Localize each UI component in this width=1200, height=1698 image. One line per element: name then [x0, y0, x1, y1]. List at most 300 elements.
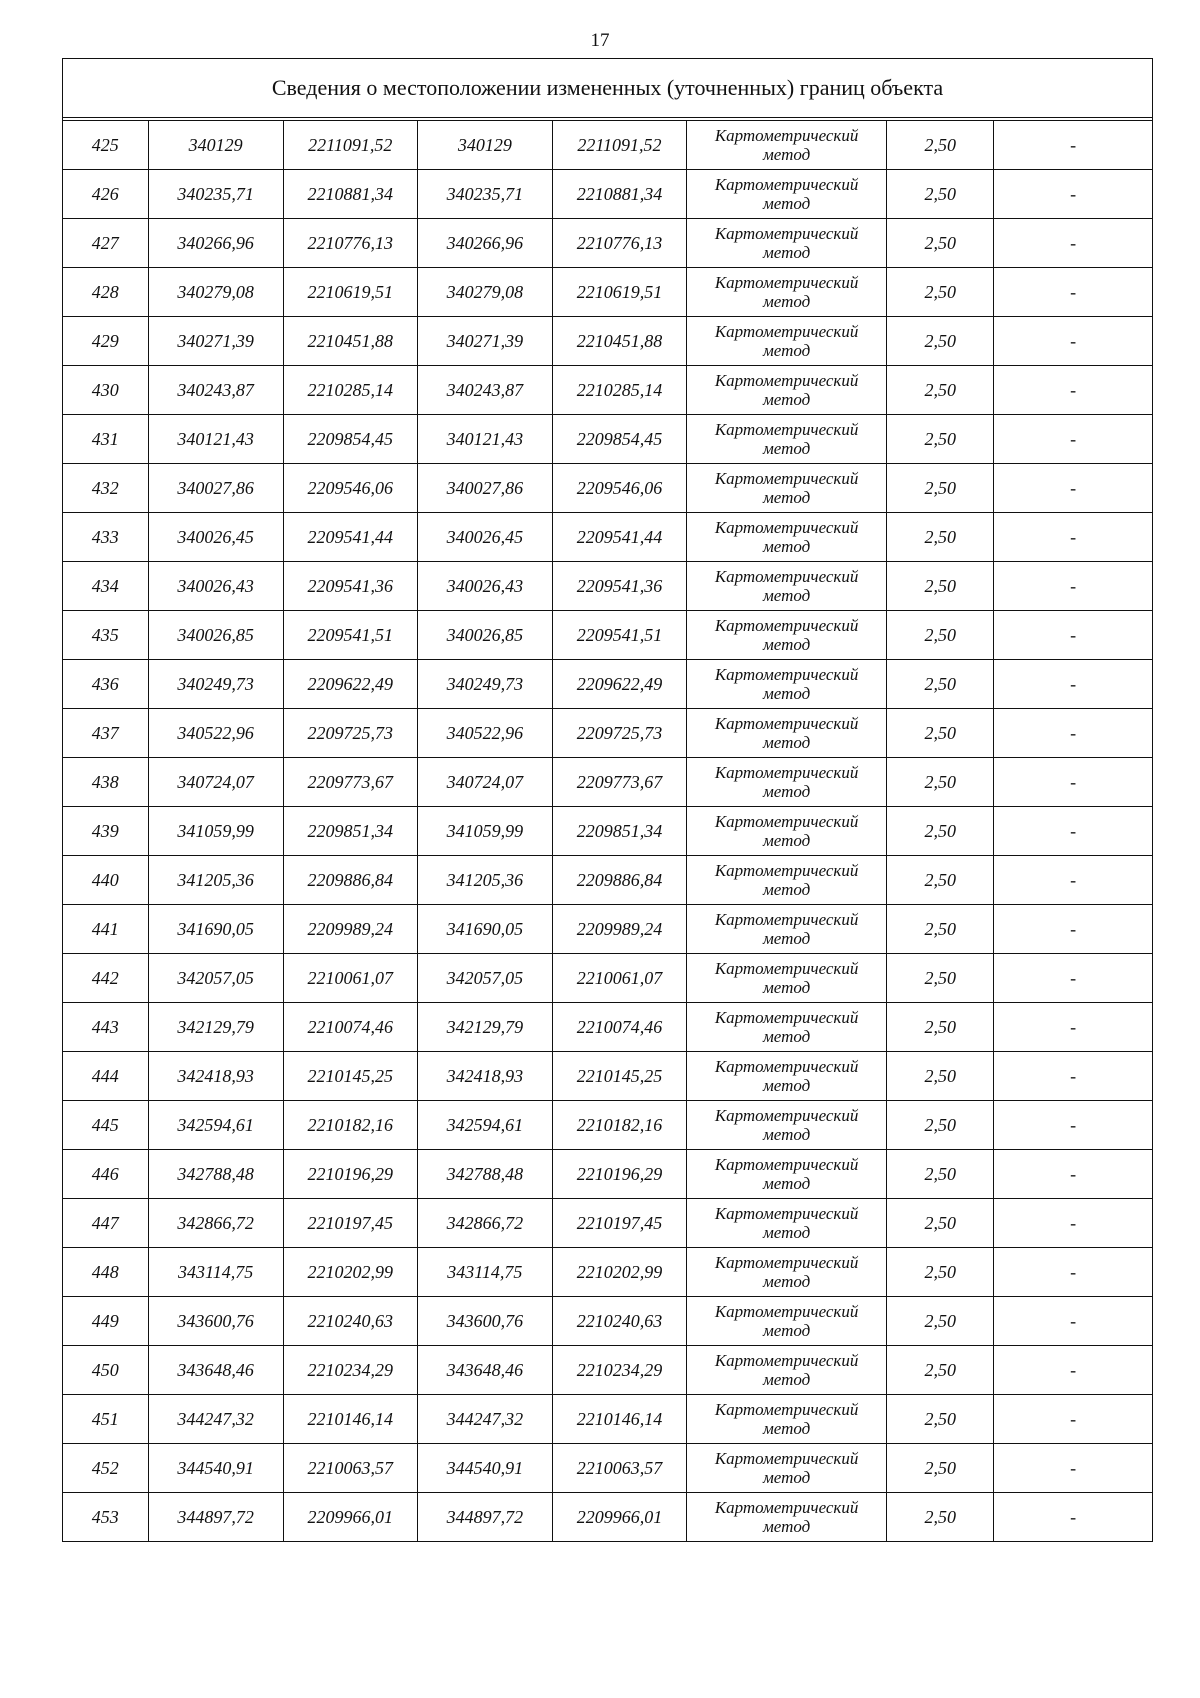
- method-cell: [687, 758, 887, 807]
- refined-y-cell: 2209541,44: [552, 513, 686, 562]
- existing-x-cell: 344540,91: [148, 1444, 283, 1493]
- method-line-1: Картометрический: [714, 567, 859, 586]
- method-line-1: Картометрический: [714, 420, 859, 439]
- refined-x-cell: 340235,71: [417, 170, 552, 219]
- refined-y-cell: 2211091,52: [552, 121, 686, 170]
- note-cell: -: [994, 611, 1152, 660]
- method-cell: [687, 219, 887, 268]
- table-row: [63, 954, 1152, 1003]
- note-cell: -: [994, 170, 1152, 219]
- table-row: [63, 1052, 1152, 1101]
- method-line-1: Картометрический: [714, 1008, 859, 1027]
- point-number-cell: 452: [63, 1444, 148, 1493]
- existing-y-cell: 2210619,51: [283, 268, 417, 317]
- table-row: [63, 464, 1152, 513]
- method-cell: [687, 1346, 887, 1395]
- method-line-1: Картометрический: [714, 959, 859, 978]
- accuracy-cell: 2,50: [887, 464, 994, 513]
- method-cell: [687, 513, 887, 562]
- refined-y-cell: 2210061,07: [552, 954, 686, 1003]
- refined-x-cell: 343600,76: [417, 1297, 552, 1346]
- refined-x-cell: 340121,43: [417, 415, 552, 464]
- table-row: [63, 709, 1152, 758]
- method-cell: [687, 1395, 887, 1444]
- existing-y-cell: 2209989,24: [283, 905, 417, 954]
- note-cell: -: [994, 709, 1152, 758]
- method-cell: [687, 611, 887, 660]
- existing-y-cell: 2209541,36: [283, 562, 417, 611]
- existing-x-cell: 341059,99: [148, 807, 283, 856]
- point-number-cell: 438: [63, 758, 148, 807]
- existing-y-cell: 2209966,01: [283, 1493, 417, 1542]
- method-line-1: Картометрический: [714, 371, 859, 390]
- method-line-2: метод: [762, 635, 811, 654]
- method-line-2: метод: [762, 929, 811, 948]
- note-cell: -: [994, 1493, 1152, 1542]
- method-line-1: Картометрический: [714, 1155, 859, 1174]
- refined-y-cell: 2209541,51: [552, 611, 686, 660]
- method-cell: [687, 268, 887, 317]
- table-row: [63, 1003, 1152, 1052]
- existing-x-cell: 340724,07: [148, 758, 283, 807]
- note-cell: -: [994, 856, 1152, 905]
- point-number-cell: 425: [63, 121, 148, 170]
- method-cell: [687, 366, 887, 415]
- existing-x-cell: 342418,93: [148, 1052, 283, 1101]
- existing-x-cell: 342057,05: [148, 954, 283, 1003]
- note-cell: -: [994, 562, 1152, 611]
- refined-x-cell: 340724,07: [417, 758, 552, 807]
- point-number-cell: 430: [63, 366, 148, 415]
- accuracy-cell: 2,50: [887, 954, 994, 1003]
- refined-x-cell: 342866,72: [417, 1199, 552, 1248]
- method-cell: [687, 121, 887, 170]
- method-line-2: метод: [762, 831, 811, 850]
- method-line-1: Картометрический: [714, 1400, 859, 1419]
- existing-y-cell: 2209622,49: [283, 660, 417, 709]
- existing-x-cell: 340027,86: [148, 464, 283, 513]
- method-line-1: Картометрический: [714, 1204, 859, 1223]
- table-row: [63, 121, 1152, 170]
- point-number-cell: 445: [63, 1101, 148, 1150]
- table-row: [63, 905, 1152, 954]
- existing-y-cell: 2210881,34: [283, 170, 417, 219]
- existing-x-cell: 340266,96: [148, 219, 283, 268]
- method-cell: [687, 1003, 887, 1052]
- accuracy-cell: 2,50: [887, 1444, 994, 1493]
- existing-x-cell: 340121,43: [148, 415, 283, 464]
- method-line-2: метод: [762, 684, 811, 703]
- refined-y-cell: 2209773,67: [552, 758, 686, 807]
- table-row: [63, 1297, 1152, 1346]
- point-number-cell: 453: [63, 1493, 148, 1542]
- note-cell: -: [994, 1101, 1152, 1150]
- method-line-2: метод: [762, 390, 811, 409]
- existing-y-cell: 2209541,51: [283, 611, 417, 660]
- method-cell: [687, 709, 887, 758]
- refined-y-cell: 2209546,06: [552, 464, 686, 513]
- method-line-1: Картометрический: [714, 714, 859, 733]
- accuracy-cell: 2,50: [887, 1297, 994, 1346]
- accuracy-cell: 2,50: [887, 1199, 994, 1248]
- accuracy-cell: 2,50: [887, 268, 994, 317]
- accuracy-cell: 2,50: [887, 170, 994, 219]
- refined-x-cell: 342418,93: [417, 1052, 552, 1101]
- existing-y-cell: 2209886,84: [283, 856, 417, 905]
- refined-x-cell: 340249,73: [417, 660, 552, 709]
- table-row: [63, 1248, 1152, 1297]
- existing-x-cell: 342788,48: [148, 1150, 283, 1199]
- existing-y-cell: 2209773,67: [283, 758, 417, 807]
- refined-x-cell: 342594,61: [417, 1101, 552, 1150]
- method-cell: [687, 1248, 887, 1297]
- refined-y-cell: 2209541,36: [552, 562, 686, 611]
- table-row: [63, 317, 1152, 366]
- method-line-2: метод: [762, 880, 811, 899]
- existing-y-cell: 2210063,57: [283, 1444, 417, 1493]
- method-line-1: Картометрический: [714, 861, 859, 880]
- refined-x-cell: 340026,85: [417, 611, 552, 660]
- method-cell: [687, 170, 887, 219]
- existing-x-cell: 341205,36: [148, 856, 283, 905]
- method-line-1: Картометрический: [714, 1253, 859, 1272]
- note-cell: -: [994, 1199, 1152, 1248]
- accuracy-cell: 2,50: [887, 1101, 994, 1150]
- table-row: [63, 758, 1152, 807]
- note-cell: -: [994, 1346, 1152, 1395]
- point-number-cell: 427: [63, 219, 148, 268]
- table-body: [63, 121, 1152, 1541]
- existing-x-cell: 340026,45: [148, 513, 283, 562]
- refined-x-cell: 341205,36: [417, 856, 552, 905]
- existing-y-cell: 2210234,29: [283, 1346, 417, 1395]
- refined-x-cell: 342057,05: [417, 954, 552, 1003]
- method-cell: [687, 562, 887, 611]
- refined-y-cell: 2210196,29: [552, 1150, 686, 1199]
- method-line-2: метод: [762, 488, 811, 507]
- point-number-cell: 434: [63, 562, 148, 611]
- existing-x-cell: 340026,85: [148, 611, 283, 660]
- method-line-1: Картометрический: [714, 1351, 859, 1370]
- method-line-2: метод: [762, 1125, 811, 1144]
- existing-y-cell: 2210451,88: [283, 317, 417, 366]
- refined-x-cell: 343648,46: [417, 1346, 552, 1395]
- point-number-cell: 449: [63, 1297, 148, 1346]
- existing-y-cell: 2210061,07: [283, 954, 417, 1003]
- note-cell: -: [994, 121, 1152, 170]
- method-line-1: Картометрический: [714, 616, 859, 635]
- note-cell: -: [994, 758, 1152, 807]
- refined-y-cell: 2210074,46: [552, 1003, 686, 1052]
- refined-x-cell: 340129: [417, 121, 552, 170]
- refined-x-cell: 343114,75: [417, 1248, 552, 1297]
- method-cell: [687, 905, 887, 954]
- method-line-1: Картометрический: [714, 1449, 859, 1468]
- refined-y-cell: 2209989,24: [552, 905, 686, 954]
- existing-y-cell: 2210145,25: [283, 1052, 417, 1101]
- refined-x-cell: 340266,96: [417, 219, 552, 268]
- method-line-1: Картометрический: [714, 273, 859, 292]
- method-line-1: Картометрический: [714, 469, 859, 488]
- method-line-2: метод: [762, 537, 811, 556]
- method-line-1: Картометрический: [714, 518, 859, 537]
- refined-y-cell: 2210063,57: [552, 1444, 686, 1493]
- accuracy-cell: 2,50: [887, 1493, 994, 1542]
- table-row: [63, 219, 1152, 268]
- note-cell: -: [994, 268, 1152, 317]
- method-line-1: Картометрический: [714, 322, 859, 341]
- refined-y-cell: 2210202,99: [552, 1248, 686, 1297]
- accuracy-cell: 2,50: [887, 219, 994, 268]
- existing-y-cell: 2209854,45: [283, 415, 417, 464]
- method-cell: [687, 660, 887, 709]
- note-cell: -: [994, 1248, 1152, 1297]
- point-number-cell: 443: [63, 1003, 148, 1052]
- table-row: [63, 562, 1152, 611]
- existing-x-cell: 343648,46: [148, 1346, 283, 1395]
- existing-y-cell: 2209541,44: [283, 513, 417, 562]
- note-cell: -: [994, 1444, 1152, 1493]
- table-row: [63, 1101, 1152, 1150]
- refined-y-cell: 2209886,84: [552, 856, 686, 905]
- method-line-1: Картометрический: [714, 1057, 859, 1076]
- table-row: [63, 170, 1152, 219]
- point-number-cell: 447: [63, 1199, 148, 1248]
- existing-x-cell: 342594,61: [148, 1101, 283, 1150]
- table-row: [63, 807, 1152, 856]
- note-cell: -: [994, 954, 1152, 1003]
- method-line-2: метод: [762, 782, 811, 801]
- note-cell: -: [994, 464, 1152, 513]
- note-cell: -: [994, 1003, 1152, 1052]
- method-line-2: метод: [762, 194, 811, 213]
- method-line-2: метод: [762, 586, 811, 605]
- table-row: [63, 1346, 1152, 1395]
- note-cell: -: [994, 219, 1152, 268]
- accuracy-cell: 2,50: [887, 611, 994, 660]
- refined-y-cell: 2209966,01: [552, 1493, 686, 1542]
- point-number-cell: 442: [63, 954, 148, 1003]
- accuracy-cell: 2,50: [887, 121, 994, 170]
- refined-x-cell: 340271,39: [417, 317, 552, 366]
- method-cell: [687, 317, 887, 366]
- existing-y-cell: 2211091,52: [283, 121, 417, 170]
- table-row: [63, 856, 1152, 905]
- method-cell: [687, 464, 887, 513]
- method-cell: [687, 1297, 887, 1346]
- existing-x-cell: 340249,73: [148, 660, 283, 709]
- existing-y-cell: 2209851,34: [283, 807, 417, 856]
- method-line-2: метод: [762, 1321, 811, 1340]
- accuracy-cell: 2,50: [887, 366, 994, 415]
- method-cell: [687, 1150, 887, 1199]
- existing-x-cell: 344897,72: [148, 1493, 283, 1542]
- existing-x-cell: 340026,43: [148, 562, 283, 611]
- point-number-cell: 428: [63, 268, 148, 317]
- method-line-2: метод: [762, 292, 811, 311]
- method-cell: [687, 415, 887, 464]
- accuracy-cell: 2,50: [887, 1150, 994, 1199]
- table-row: [63, 1150, 1152, 1199]
- accuracy-cell: 2,50: [887, 758, 994, 807]
- note-cell: -: [994, 415, 1152, 464]
- method-line-2: метод: [762, 1076, 811, 1095]
- existing-y-cell: 2210197,45: [283, 1199, 417, 1248]
- refined-x-cell: 341059,99: [417, 807, 552, 856]
- method-line-2: метод: [762, 1174, 811, 1193]
- refined-x-cell: 340026,45: [417, 513, 552, 562]
- method-line-2: метод: [762, 1027, 811, 1046]
- refined-x-cell: 340279,08: [417, 268, 552, 317]
- existing-x-cell: 343600,76: [148, 1297, 283, 1346]
- table-row: [63, 1395, 1152, 1444]
- method-line-2: метод: [762, 1272, 811, 1291]
- note-cell: -: [994, 905, 1152, 954]
- point-number-cell: 433: [63, 513, 148, 562]
- existing-y-cell: 2210285,14: [283, 366, 417, 415]
- accuracy-cell: 2,50: [887, 807, 994, 856]
- accuracy-cell: 2,50: [887, 513, 994, 562]
- existing-y-cell: 2210202,99: [283, 1248, 417, 1297]
- method-line-1: Картометрический: [714, 1302, 859, 1321]
- refined-x-cell: 340026,43: [417, 562, 552, 611]
- refined-x-cell: 344247,32: [417, 1395, 552, 1444]
- method-line-1: Картометрический: [714, 665, 859, 684]
- table-row: [63, 1199, 1152, 1248]
- existing-x-cell: 341690,05: [148, 905, 283, 954]
- note-cell: -: [994, 807, 1152, 856]
- refined-x-cell: 342788,48: [417, 1150, 552, 1199]
- method-cell: [687, 1199, 887, 1248]
- method-line-1: Картометрический: [714, 1106, 859, 1125]
- note-cell: -: [994, 1297, 1152, 1346]
- existing-x-cell: 342866,72: [148, 1199, 283, 1248]
- method-line-2: метод: [762, 978, 811, 997]
- existing-x-cell: 340235,71: [148, 170, 283, 219]
- point-number-cell: 448: [63, 1248, 148, 1297]
- refined-y-cell: 2210451,88: [552, 317, 686, 366]
- point-number-cell: 444: [63, 1052, 148, 1101]
- point-number-cell: 436: [63, 660, 148, 709]
- accuracy-cell: 2,50: [887, 856, 994, 905]
- table-title: Сведения о местоположении измененных (уточненных) границ объекта: [63, 59, 1152, 118]
- existing-x-cell: 343114,75: [148, 1248, 283, 1297]
- method-line-2: метод: [762, 1370, 811, 1389]
- existing-y-cell: 2210196,29: [283, 1150, 417, 1199]
- coordinates-table: [63, 121, 1152, 1541]
- point-number-cell: 426: [63, 170, 148, 219]
- accuracy-cell: 2,50: [887, 562, 994, 611]
- accuracy-cell: 2,50: [887, 660, 994, 709]
- accuracy-cell: 2,50: [887, 1003, 994, 1052]
- method-line-2: метод: [762, 145, 811, 164]
- method-line-1: Картометрический: [714, 910, 859, 929]
- table-row: [63, 366, 1152, 415]
- method-cell: [687, 954, 887, 1003]
- method-line-1: Картометрический: [714, 126, 859, 145]
- existing-x-cell: 340279,08: [148, 268, 283, 317]
- accuracy-cell: 2,50: [887, 1346, 994, 1395]
- refined-y-cell: 2210182,16: [552, 1101, 686, 1150]
- point-number-cell: 446: [63, 1150, 148, 1199]
- note-cell: -: [994, 317, 1152, 366]
- accuracy-cell: 2,50: [887, 905, 994, 954]
- existing-y-cell: 2209546,06: [283, 464, 417, 513]
- refined-y-cell: 2210145,25: [552, 1052, 686, 1101]
- existing-y-cell: 2210182,16: [283, 1101, 417, 1150]
- table-row: [63, 513, 1152, 562]
- point-number-cell: 439: [63, 807, 148, 856]
- refined-y-cell: 2210776,13: [552, 219, 686, 268]
- method-line-1: Картометрический: [714, 812, 859, 831]
- existing-y-cell: 2210776,13: [283, 219, 417, 268]
- refined-y-cell: 2209725,73: [552, 709, 686, 758]
- refined-x-cell: 340522,96: [417, 709, 552, 758]
- method-line-2: метод: [762, 733, 811, 752]
- refined-y-cell: 2210146,14: [552, 1395, 686, 1444]
- refined-x-cell: 344897,72: [417, 1493, 552, 1542]
- table-row: [63, 660, 1152, 709]
- method-line-2: метод: [762, 1517, 811, 1536]
- method-line-2: метод: [762, 1223, 811, 1242]
- point-number-cell: 431: [63, 415, 148, 464]
- existing-x-cell: 340243,87: [148, 366, 283, 415]
- point-number-cell: 441: [63, 905, 148, 954]
- note-cell: -: [994, 1150, 1152, 1199]
- table-row: [63, 1493, 1152, 1542]
- existing-x-cell: 340522,96: [148, 709, 283, 758]
- existing-y-cell: 2209725,73: [283, 709, 417, 758]
- point-number-cell: 429: [63, 317, 148, 366]
- refined-x-cell: 344540,91: [417, 1444, 552, 1493]
- point-number-cell: 437: [63, 709, 148, 758]
- method-cell: [687, 807, 887, 856]
- refined-x-cell: 342129,79: [417, 1003, 552, 1052]
- point-number-cell: 450: [63, 1346, 148, 1395]
- refined-y-cell: 2210234,29: [552, 1346, 686, 1395]
- existing-x-cell: 340271,39: [148, 317, 283, 366]
- accuracy-cell: 2,50: [887, 1395, 994, 1444]
- method-line-1: Картометрический: [714, 1498, 859, 1517]
- method-line-1: Картометрический: [714, 763, 859, 782]
- method-line-1: Картометрический: [714, 175, 859, 194]
- table-row: [63, 1444, 1152, 1493]
- refined-y-cell: 2209854,45: [552, 415, 686, 464]
- point-number-cell: 451: [63, 1395, 148, 1444]
- point-number-cell: 432: [63, 464, 148, 513]
- point-number-cell: 435: [63, 611, 148, 660]
- note-cell: -: [994, 1052, 1152, 1101]
- boundary-table: [62, 58, 1153, 1542]
- accuracy-cell: 2,50: [887, 709, 994, 758]
- note-cell: -: [994, 660, 1152, 709]
- existing-x-cell: 342129,79: [148, 1003, 283, 1052]
- refined-y-cell: 2210619,51: [552, 268, 686, 317]
- refined-x-cell: 341690,05: [417, 905, 552, 954]
- refined-x-cell: 340027,86: [417, 464, 552, 513]
- method-line-2: метод: [762, 243, 811, 262]
- refined-y-cell: 2209851,34: [552, 807, 686, 856]
- method-line-2: метод: [762, 1468, 811, 1487]
- existing-y-cell: 2210074,46: [283, 1003, 417, 1052]
- table-row: [63, 268, 1152, 317]
- method-line-2: метод: [762, 1419, 811, 1438]
- note-cell: -: [994, 366, 1152, 415]
- existing-x-cell: 340129: [148, 121, 283, 170]
- accuracy-cell: 2,50: [887, 1248, 994, 1297]
- refined-y-cell: 2209622,49: [552, 660, 686, 709]
- accuracy-cell: 2,50: [887, 415, 994, 464]
